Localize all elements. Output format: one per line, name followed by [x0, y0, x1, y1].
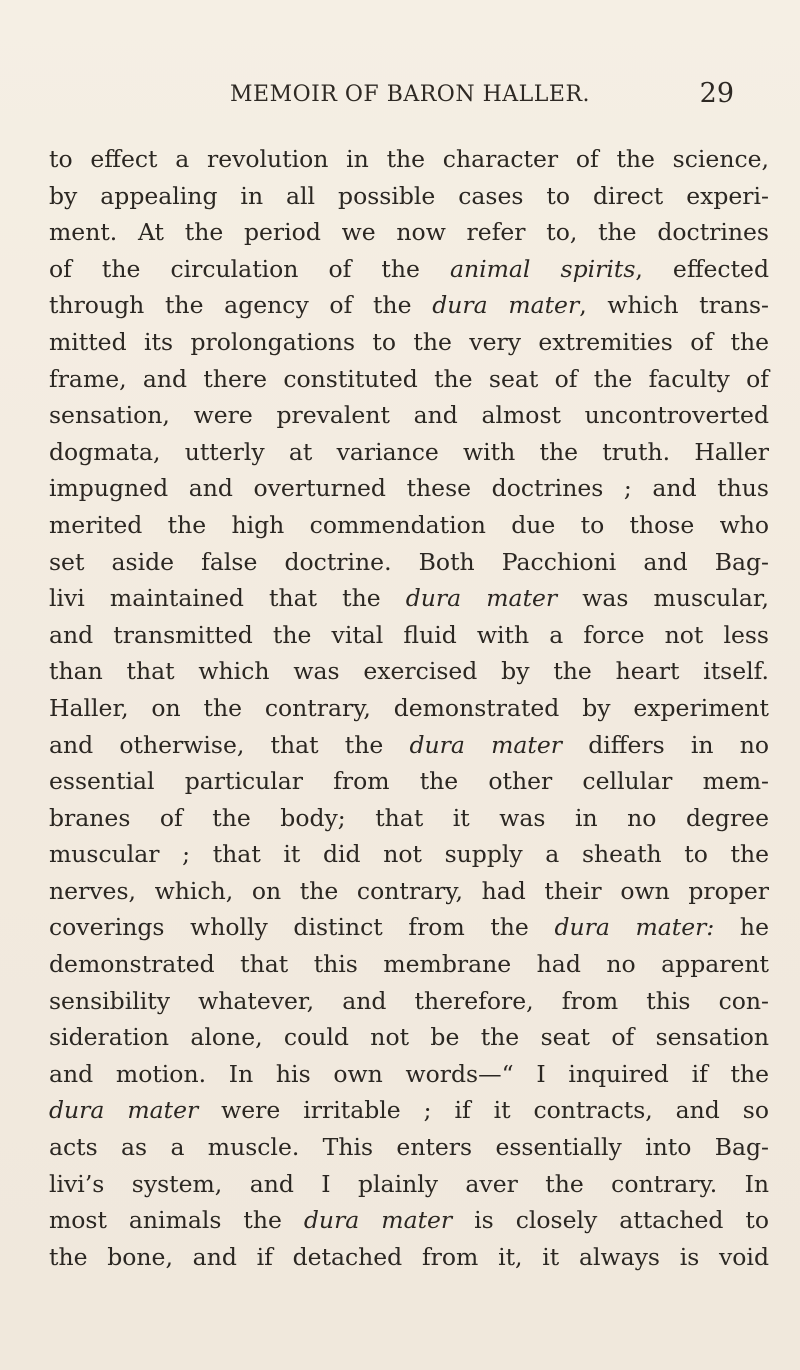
text-line	[49, 617, 769, 654]
text-line	[49, 214, 769, 251]
text-line	[49, 983, 769, 1020]
text-line	[49, 873, 769, 910]
text-run: by appealing in all possible cases to direct experi-	[49, 181, 769, 210]
text-run: essential particular from the other cellular mem-	[49, 767, 769, 796]
italic-text-run: dura mater	[405, 584, 558, 613]
text-run: dogmata, utterly at variance with the truth. Haller	[49, 437, 769, 466]
text-run: impugned and overturned these doctrines ; and thus	[49, 474, 769, 503]
text-run: the bone, and if detached from it, it always is void	[49, 1242, 769, 1271]
text-line	[49, 946, 769, 983]
text-run: he	[714, 913, 769, 942]
text-run: acts as a muscle. This enters essentially into Bag-	[49, 1133, 769, 1162]
text-run: and otherwise, that the	[49, 730, 410, 759]
text-run: to effect a revolution in the character of the science,	[49, 145, 769, 173]
text-line	[49, 251, 769, 288]
text-run: and motion. In his own words—“ I inquired if the	[49, 1059, 769, 1088]
text-run: was muscular,	[557, 584, 769, 613]
text-run: mitted its prolongations to the very extremities of the	[49, 327, 769, 356]
text-line	[49, 763, 769, 800]
text-line	[49, 361, 769, 398]
text-run: , which trans-	[579, 291, 769, 320]
text-line	[49, 1056, 769, 1093]
text-run: sideration alone, could not be the seat of sensation	[49, 1023, 769, 1052]
text-line	[49, 324, 769, 361]
text-run: is closely attached to	[452, 1206, 769, 1235]
italic-text-run: dura mater	[49, 1096, 199, 1125]
text-line	[49, 1239, 769, 1276]
text-line	[49, 800, 769, 837]
text-run: set aside false doctrine. Both Pacchioni and Bag-	[49, 547, 769, 576]
text-run: livi’s system, and I plainly aver the contrary. In	[49, 1169, 769, 1198]
italic-text-run: dura mater	[303, 1206, 453, 1235]
text-line	[49, 727, 769, 764]
text-line	[49, 836, 769, 873]
text-run: were irritable ; if it contracts, and so	[198, 1096, 769, 1125]
text-line	[49, 141, 769, 178]
page-number: 29	[699, 78, 734, 109]
text-run: sensibility whatever, and therefore, from this con-	[49, 986, 769, 1015]
text-run: sensation, were prevalent and almost uncontroverted	[49, 401, 769, 430]
text-line	[49, 544, 769, 581]
text-line	[49, 580, 769, 617]
text-line	[49, 178, 769, 215]
text-line	[49, 1019, 769, 1056]
text-run: branes of the body; that it was in no degree	[49, 803, 769, 832]
text-line	[49, 470, 769, 507]
text-run: through the agency of the	[49, 291, 433, 320]
text-run: ment. At the period we now refer to, the doctrines	[49, 218, 769, 247]
text-run: muscular ; that it did not supply a sheath to the	[49, 840, 769, 869]
text-run: of the circulation of the	[49, 254, 450, 283]
text-run: Haller, on the contrary, demonstrated by experiment	[49, 693, 769, 722]
text-line	[49, 690, 769, 727]
text-line	[49, 653, 769, 690]
text-run: nerves, which, on the contrary, had their own proper	[49, 876, 769, 905]
text-run: merited the high commendation due to those who	[49, 510, 769, 539]
text-run: than that which was exercised by the heart itself.	[49, 657, 769, 686]
text-line	[49, 1202, 769, 1239]
italic-text-run: animal spirits	[449, 254, 636, 283]
text-run: livi maintained that the	[49, 584, 406, 613]
text-line	[49, 1092, 769, 1129]
text-line	[49, 397, 769, 434]
text-line	[49, 434, 769, 471]
text-line	[49, 909, 769, 946]
text-run: coverings wholly distinct from the	[49, 913, 555, 942]
text-run: and transmitted the vital fluid with a force not less	[49, 620, 769, 649]
text-run: frame, and there constituted the seat of the faculty of	[49, 364, 769, 393]
italic-text-run: dura mater	[409, 730, 562, 759]
text-line	[49, 1166, 769, 1203]
body-text	[49, 141, 769, 1275]
text-run: , effected	[635, 254, 769, 283]
text-line	[49, 507, 769, 544]
text-run: most animals the	[49, 1206, 304, 1235]
text-run: differs in no	[561, 730, 769, 759]
italic-text-run: dura mater	[432, 291, 580, 320]
running-head: MEMOIR OF BARON HALLER.	[230, 82, 590, 107]
text-line	[49, 1129, 769, 1166]
text-run: demonstrated that this membrane had no apparent	[49, 950, 769, 979]
text-line	[49, 287, 769, 324]
italic-text-run: dura mater:	[554, 913, 715, 942]
